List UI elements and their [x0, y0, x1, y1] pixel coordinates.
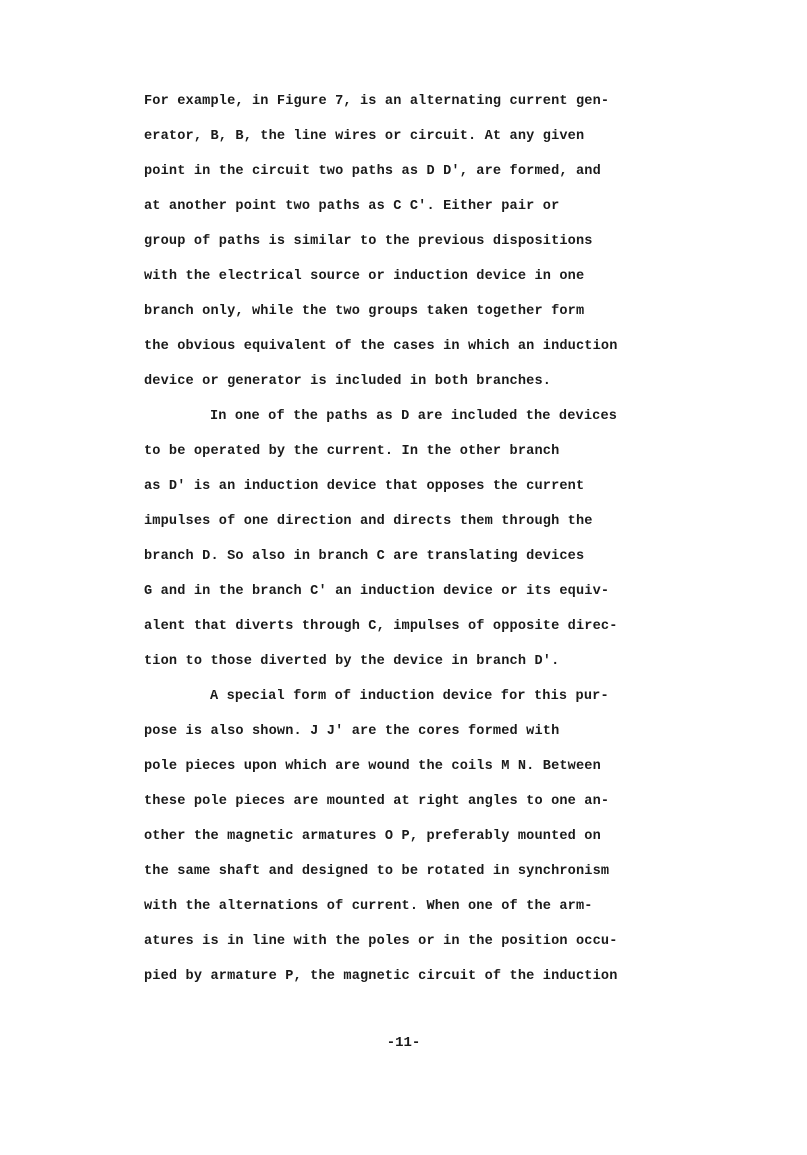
text-line: at another point two paths as C C'. Either pair or [144, 199, 560, 214]
page-number: -11- [386, 1035, 421, 1051]
text-line: with the alternations of current. When one of the arm- [144, 899, 593, 914]
text-line: to be operated by the current. In the other branch [144, 444, 560, 459]
text-line: these pole pieces are mounted at right angles to one an- [144, 794, 610, 809]
paragraph-first-line: In one of the paths as D are included the devices [210, 409, 618, 424]
text-line: pole pieces upon which are wound the coils M N. Between [144, 759, 601, 774]
text-line: branch only, while the two groups taken together form [144, 304, 585, 319]
text-line: with the electrical source or induction device in one [144, 269, 585, 284]
text-line: For example, in Figure 7, is an alternating current gen- [144, 94, 610, 109]
text-line: erator, B, B, the line wires or circuit. At any given [144, 129, 585, 144]
text-line: pied by armature P, the magnetic circuit of the induction [144, 969, 618, 984]
text-line: the obvious equivalent of the cases in which an induction [144, 339, 618, 354]
paragraph-first-line: A special form of induction device for this pur- [210, 689, 609, 704]
text-line: impulses of one direction and directs them through the [144, 514, 593, 529]
text-line: tion to those diverted by the device in branch D'. [144, 654, 560, 669]
text-line: atures is in line with the poles or in the position occu- [144, 934, 618, 949]
text-line: alent that diverts through C, impulses of opposite direc- [144, 619, 618, 634]
body-text [144, 84, 664, 994]
text-line: point in the circuit two paths as D D', are formed, and [144, 164, 601, 179]
text-line: branch D. So also in branch C are translating devices [144, 549, 585, 564]
text-line: as D' is an induction device that opposes the current [144, 479, 585, 494]
text-line: pose is also shown. J J' are the cores formed with [144, 724, 560, 739]
text-line: G and in the branch C' an induction device or its equiv- [144, 584, 610, 599]
text-line: the same shaft and designed to be rotated in synchronism [144, 864, 610, 879]
text-line: other the magnetic armatures O P, preferably mounted on [144, 829, 601, 844]
text-line: group of paths is similar to the previous dispositions [144, 234, 593, 249]
text-line: device or generator is included in both branches. [144, 374, 552, 389]
